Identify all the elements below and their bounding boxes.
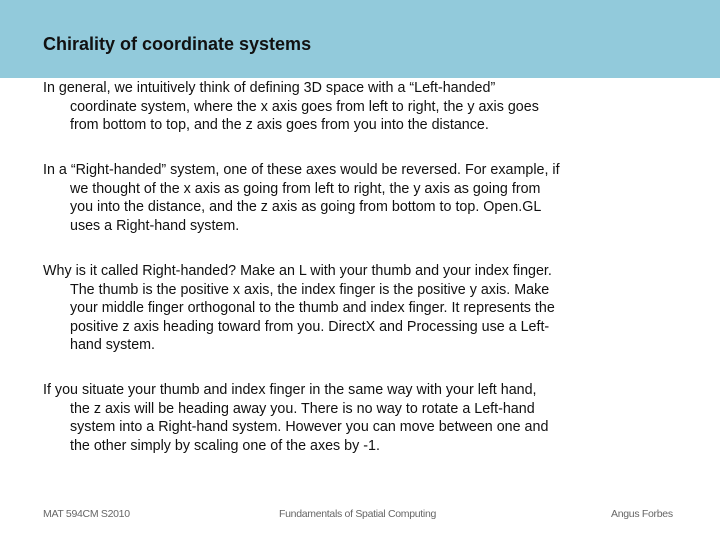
footer-author: Angus Forbes [611,508,673,520]
paragraph-left-hand-conversion [43,381,548,455]
text-line: positive z axis heading toward from you. DirectX and Processing use a Left- [70,318,550,335]
text-line: If you situate your thumb and index finger in the same way with your left hand, [43,382,537,398]
text-line: the z axis will be heading away you. There is no way to rotate a Left-hand [70,400,535,417]
text-line: coordinate system, where the x axis goes from left to right, the y axis goes [70,98,539,115]
text-line: the other simply by scaling one of the axes by -1. [70,437,380,454]
paragraph-why-right-handed [43,262,555,355]
text-line: In general, we intuitively think of defining 3D space with a “Left-handed” [43,80,496,96]
text-line: hand system. [70,337,156,354]
text-line: Why is it called Right-handed? Make an L with your thumb and your index finger. [43,263,552,279]
text-line: you into the distance, and the z axis as going from bottom to top. Open.GL [70,199,542,216]
text-line: your middle finger orthogonal to the thumb and index finger. It represents the [70,300,555,317]
text-line: The thumb is the positive x axis, the index finger is the positive y axis. Make [70,281,550,298]
text-line: from bottom to top, and the z axis goes from you into the distance. [70,117,489,134]
paragraph-left-handed [43,79,539,135]
text-line: we thought of the x axis as going from left to right, the y axis as going from [70,180,541,197]
text-line: uses a Right-hand system. [70,217,240,234]
text-line: In a “Right-handed” system, one of these axes would be reversed. For example, if [43,162,560,178]
title-band [0,0,720,78]
paragraph-right-handed [43,161,560,235]
text-line: system into a Right-hand system. However you can move between one and [70,419,549,436]
slide-title: Chirality of coordinate systems [43,34,312,54]
footer-course: MAT 594CM S2010 [43,508,130,520]
footer-course-title: Fundamentals of Spatial Computing [279,508,437,520]
